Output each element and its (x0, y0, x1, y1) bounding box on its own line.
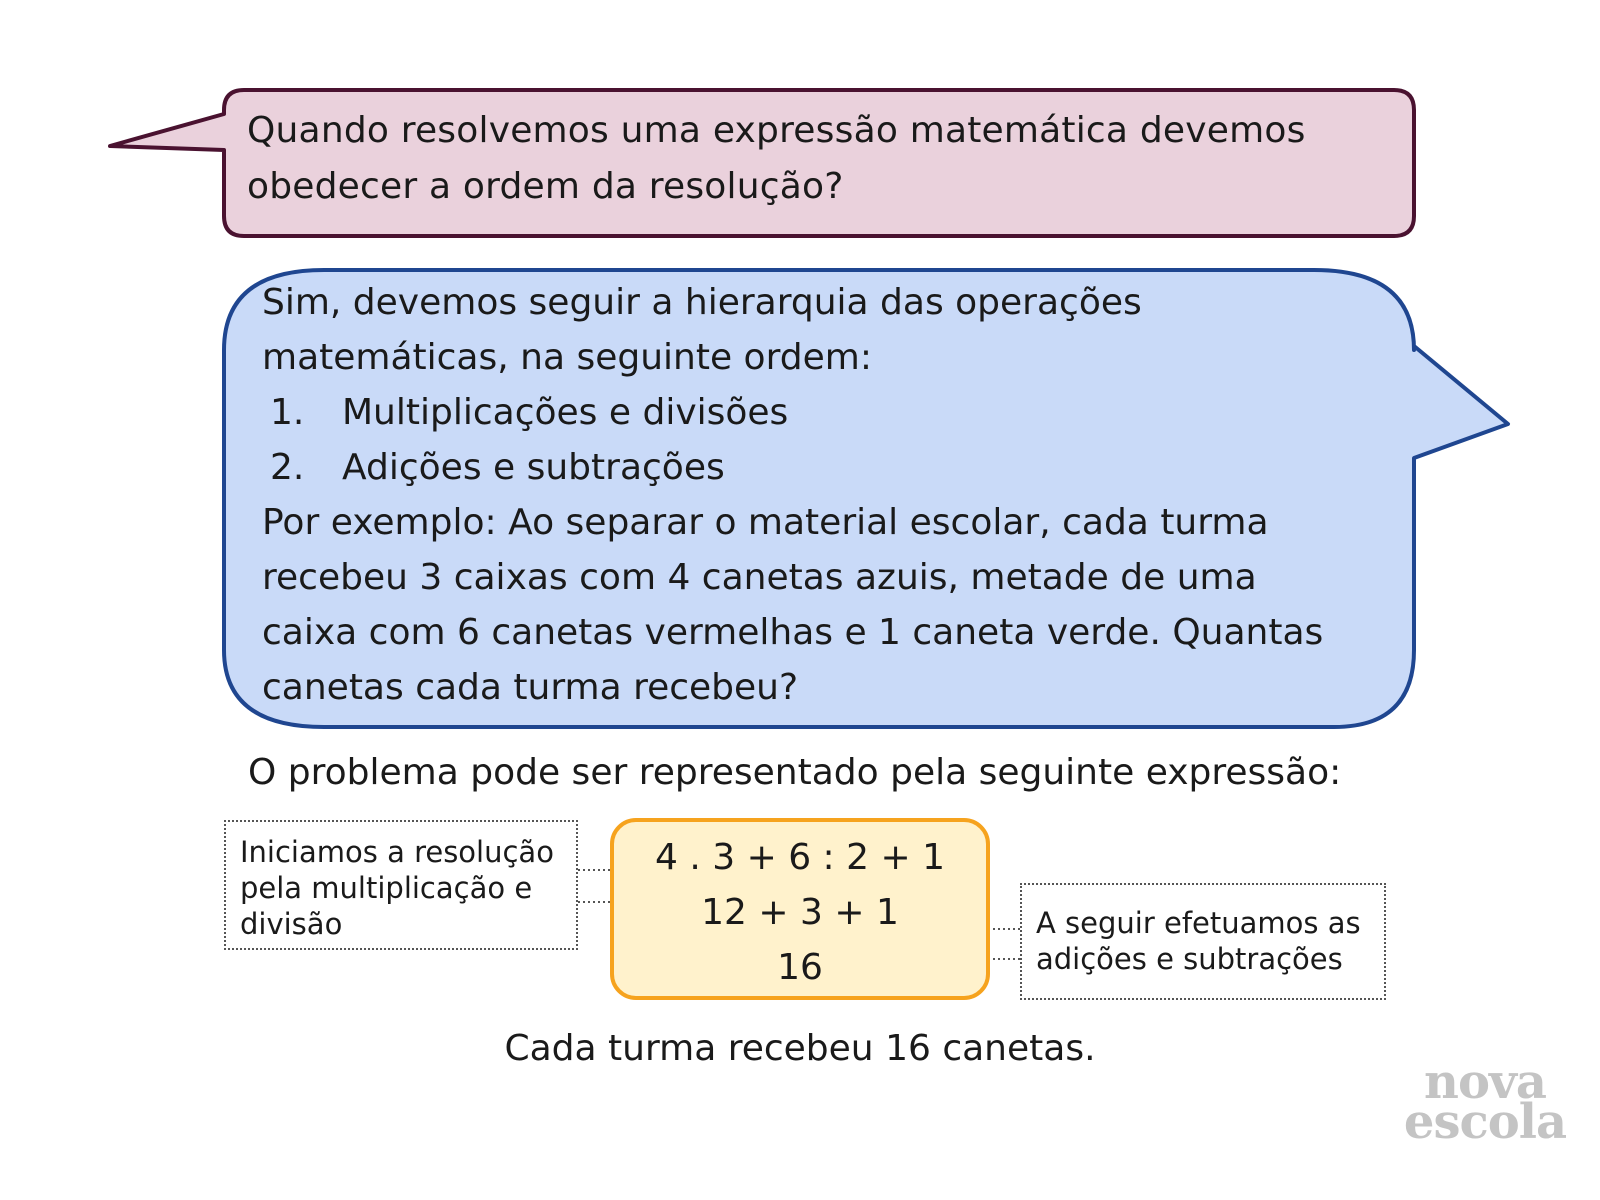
conclusion-text: Cada turma recebeu 16 canetas. (504, 1028, 1096, 1069)
answer-intro: Sim, devemos seguir a hierarquia das operações matemáticas, na seguinte ordem: (262, 282, 1142, 378)
answer-text (262, 275, 1362, 715)
note-right: A seguir efetuamos as adições e subtrações (1020, 883, 1386, 1000)
steps-list (262, 385, 1362, 495)
list-item (262, 440, 1362, 495)
list-item (262, 385, 1362, 440)
expression-line: 12 + 3 + 1 (701, 892, 899, 933)
step-number: 1. (270, 392, 305, 433)
answer-example: Por exemplo: Ao separar o material escolar, cada turma recebeu 3 caixas com 4 canetas azuis, metade de uma caixa com 6 canetas vermelhas e 1 caneta verde. Quantas canetas cada turma recebeu? (262, 502, 1324, 708)
step-label: Multiplicações e divisões (342, 392, 789, 433)
expression-box (610, 818, 990, 1000)
expression-line: 4 . 3 + 6 : 2 + 1 (655, 837, 945, 878)
question-text: Quando resolvemos uma expressão matemática devemos obedecer a ordem da resolução? (247, 110, 1306, 207)
logo-line-2: escola (1403, 1094, 1567, 1150)
expression-result: 16 (777, 947, 823, 988)
step-number: 2. (270, 447, 305, 488)
logo-line-1: nova (1424, 1054, 1546, 1110)
nova-escola-logo (1400, 1054, 1570, 1150)
expression-intro: O problema pode ser representado pela seguinte expressão: (248, 752, 1342, 793)
step-label: Adições e subtrações (342, 447, 725, 488)
note-left: Iniciamos a resolução pela multiplicação e divisão (224, 820, 578, 950)
